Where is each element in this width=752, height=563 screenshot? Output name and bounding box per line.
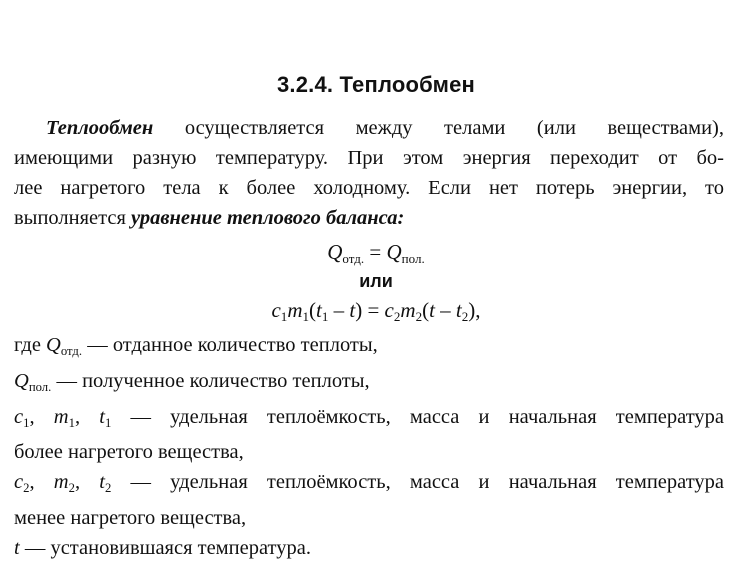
formula-heat-balance (0, 240, 752, 267)
definition-hot-body (14, 402, 724, 438)
def3-m: m (53, 405, 69, 428)
f2-m1: m (287, 298, 303, 322)
def4-c-sub: 2 (23, 481, 30, 496)
definition-q-given (14, 330, 724, 366)
f2-close1: ) = (355, 298, 385, 322)
intro-paragraph (14, 113, 724, 233)
def3-t: t (99, 405, 105, 428)
formula-sub-received: пол. (401, 250, 425, 266)
intro-line-4-text: выполняется (14, 207, 131, 229)
f2-m1-sub: 1 (302, 308, 309, 324)
f2-t1: t (316, 298, 322, 322)
def5-text: — установившаяся температура. (19, 537, 311, 560)
f2-t2: t (455, 298, 462, 322)
def3-text: — удельная теплоёмкость, масса и начальная температура (111, 405, 725, 428)
or-label: или (359, 271, 393, 291)
def1-q: Q (46, 334, 61, 356)
f2-minus2: – (434, 298, 456, 322)
def4-sep1: , (29, 471, 54, 494)
f2-m2-sub: 2 (415, 308, 423, 324)
def4-c: c (14, 471, 24, 494)
definition-cold-body-cont: менее нагретого вещества, (14, 507, 247, 530)
f2-c2-sub: 2 (393, 308, 401, 324)
def4-m: m (53, 471, 69, 494)
def4-text: — удельная теплоёмкость, масса и начальная температура (111, 471, 725, 494)
definition-final-temperature (14, 533, 724, 563)
f2-c1: c (271, 298, 281, 322)
term-heat-exchange: Теплообмен (46, 117, 154, 139)
intro-line-2: имеющими разную температуру. При этом энергия переходит от бо- (14, 147, 724, 169)
def5-t: t (14, 537, 20, 560)
f2-open2: ( (422, 298, 430, 322)
def3-sep2: , (74, 405, 100, 428)
f2-t: t (349, 298, 356, 322)
def3-c-sub: 1 (23, 415, 30, 430)
definition-hot-body-cont: более нагретого вещества, (14, 441, 244, 464)
f2-c2: c (384, 298, 394, 322)
f2-minus1: – (328, 298, 350, 322)
f2-m2: m (400, 298, 416, 322)
definition-cold-body (14, 467, 724, 503)
def2-q: Q (14, 369, 29, 392)
formula-q-right: Q (386, 240, 402, 264)
formula-q-left: Q (327, 240, 343, 264)
f2-t1-sub: 1 (321, 308, 329, 324)
formula-sub-given: отд. (342, 250, 365, 266)
def4-sep2: , (74, 471, 100, 494)
definitions-list (14, 330, 724, 563)
def1-prefix: где (14, 334, 47, 356)
f2-close2: ), (468, 298, 481, 322)
term-heat-balance-equation: уравнение теплового баланса: (131, 207, 405, 229)
def2-text: — полученное количество теплоты, (51, 369, 370, 392)
f2-t2-sub: 2 (461, 308, 469, 324)
intro-line-1 (14, 113, 724, 143)
def2-sub: пол. (28, 379, 52, 394)
f2-c1-sub: 1 (280, 308, 288, 324)
intro-line-4 (14, 203, 724, 233)
def1-sub: отд. (60, 343, 83, 358)
def3-c: c (14, 405, 24, 428)
section-heading: 3.2.4. Теплообмен (276, 72, 476, 97)
def4-t: t (99, 471, 105, 494)
def4-t-sub: 2 (104, 481, 112, 496)
def3-t-sub: 1 (104, 415, 112, 430)
formula-expanded (0, 298, 752, 325)
formula-equals: = (364, 240, 387, 264)
f2-t-b: t (429, 298, 435, 322)
def3-sep1: , (29, 405, 54, 428)
intro-line-3: лее нагретого тела к более холодному. Если нет потерь энергии, то (14, 177, 724, 199)
f2-open1: ( (309, 298, 316, 322)
definition-q-received (14, 366, 724, 402)
def1-text: — отданное количество теплоты, (82, 334, 378, 356)
def4-m-sub: 2 (68, 481, 75, 496)
def3-m-sub: 1 (68, 415, 75, 430)
intro-line-1-text: осуществляется между телами (или веществами), (153, 117, 724, 139)
